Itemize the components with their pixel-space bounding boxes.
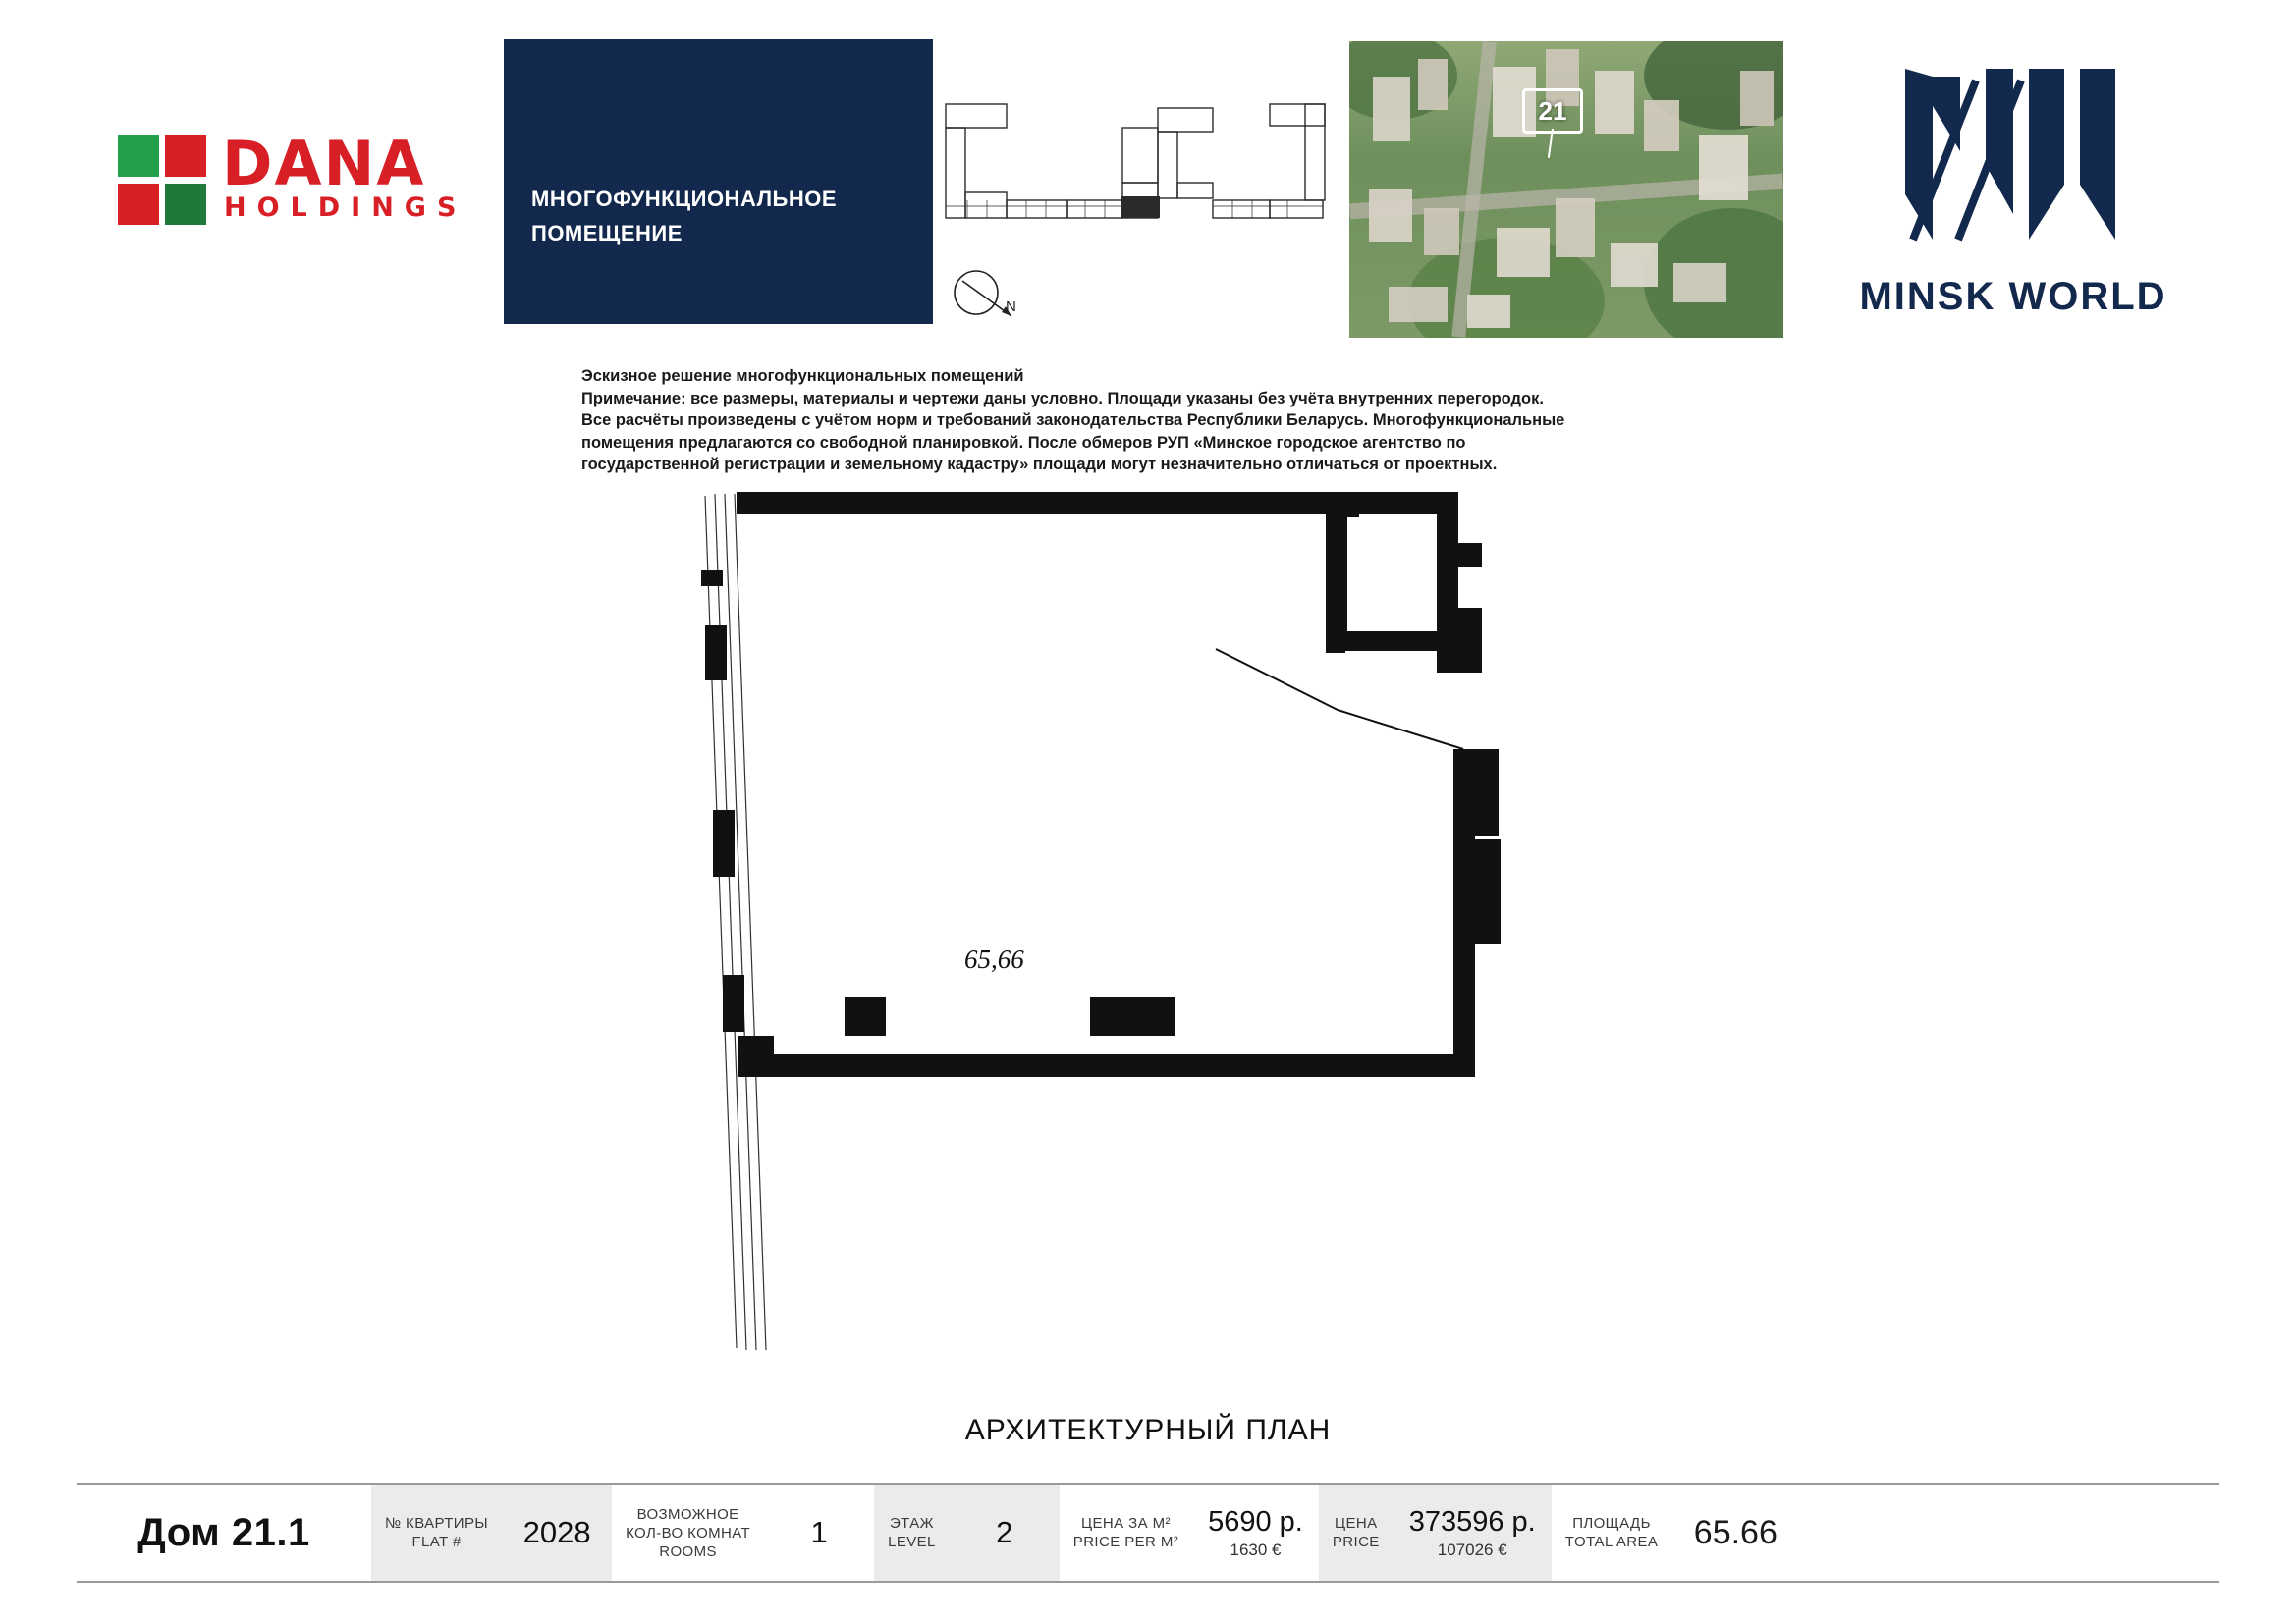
price-per-m2-label-en: PRICE PER M² — [1072, 1534, 1179, 1550]
dana-subwordmark: HOLDINGS — [224, 192, 467, 223]
price-per-m2-eur: 1630 € — [1230, 1540, 1282, 1559]
price-label-en: PRICE — [1332, 1534, 1380, 1550]
price-label-ru: ЦЕНА — [1335, 1515, 1378, 1532]
price-label — [1319, 1485, 1394, 1581]
total-area-label — [1552, 1485, 1672, 1581]
minsk-world-logo — [1836, 47, 2190, 318]
note-line-2: Примечание: все размеры, материалы и чертежи даны условно. Площади указаны без учёта внутренних перегородок. — [581, 389, 1544, 407]
rooms-label-ru2: КОЛ-ВО КОМНАТ — [626, 1524, 751, 1542]
dana-holdings-logo — [118, 128, 471, 231]
total-area-label-en: TOTAL AREA — [1564, 1534, 1659, 1550]
level-label-en: LEVEL — [888, 1534, 936, 1550]
building-keyplan-icon — [928, 98, 1350, 245]
disclaimer-note — [581, 365, 1740, 476]
level-label-ru: ЭТАЖ — [889, 1515, 934, 1532]
price-per-m2-value — [1192, 1485, 1319, 1581]
document-title-box — [504, 39, 933, 324]
rooms-label-ru1: ВОЗМОЖНОЕ — [636, 1505, 739, 1523]
note-line-1: Эскизное решение многофункциональных помещений — [581, 367, 1024, 385]
note-line-3: Все расчёты произведены с учётом норм и требований законодательства Республики Беларусь. Многофункциональные — [581, 411, 1565, 429]
flat-label-ru: № КВАРТИРЫ — [385, 1515, 489, 1532]
price-eur: 107026 € — [1437, 1540, 1507, 1559]
flat-value: 2028 — [502, 1485, 612, 1581]
rooms-value: 1 — [810, 1515, 828, 1549]
price-per-m2-label-ru: ЦЕНА ЗА М² — [1081, 1515, 1171, 1532]
flat-label — [371, 1485, 502, 1581]
aerial-photo — [1349, 41, 1783, 338]
floor-plan-drawing — [678, 486, 1620, 1419]
level-label — [874, 1485, 950, 1581]
total-area-label-ru: ПЛОЩАДЬ — [1572, 1515, 1651, 1532]
dana-squares-icon — [118, 135, 208, 226]
price-value — [1394, 1485, 1552, 1581]
flat-label-en: FLAT # — [411, 1534, 462, 1550]
total-area-value: 65.66 — [1693, 1513, 1777, 1551]
dana-wordmark: DANA — [222, 128, 426, 199]
compass-north-icon — [951, 267, 1039, 326]
house-number: Дом 21.1 — [137, 1510, 310, 1554]
note-line-4: помещения предлагаются со свободной планировкой. После обмеров РУП «Минское городское агентство по — [581, 433, 1466, 452]
page-header — [0, 0, 2296, 342]
document-title-line2: ПОМЕЩЕНИЕ — [531, 221, 683, 245]
mw-monogram-icon — [1836, 47, 2190, 273]
floor-plan-svg — [678, 486, 1620, 1419]
rooms-label — [612, 1485, 764, 1581]
area-label: 65,66 — [964, 945, 1024, 974]
price-per-m2-label — [1060, 1485, 1192, 1581]
document-title-line1: МНОГОФУНКЦИОНАЛЬНОЕ — [531, 187, 838, 211]
price-byn: 373596 р. — [1408, 1505, 1536, 1538]
level-value: 2 — [950, 1485, 1060, 1581]
compass-north-label: N — [1006, 298, 1016, 315]
price-per-m2-byn: 5690 р. — [1208, 1505, 1303, 1538]
spec-footer — [77, 1483, 2219, 1583]
map-marker-building-21: 21 — [1522, 88, 1583, 134]
note-line-5: государственной регистрации и земельному кадастру» площади могут незначительно отличаться от проектных. — [581, 456, 1498, 473]
rooms-label-en: ROOMS — [659, 1542, 717, 1560]
minsk-world-wordmark: MINSK WORLD — [1859, 275, 2167, 318]
plan-caption: АРХИТЕКТУРНЫЙ ПЛАН — [964, 1414, 1332, 1446]
